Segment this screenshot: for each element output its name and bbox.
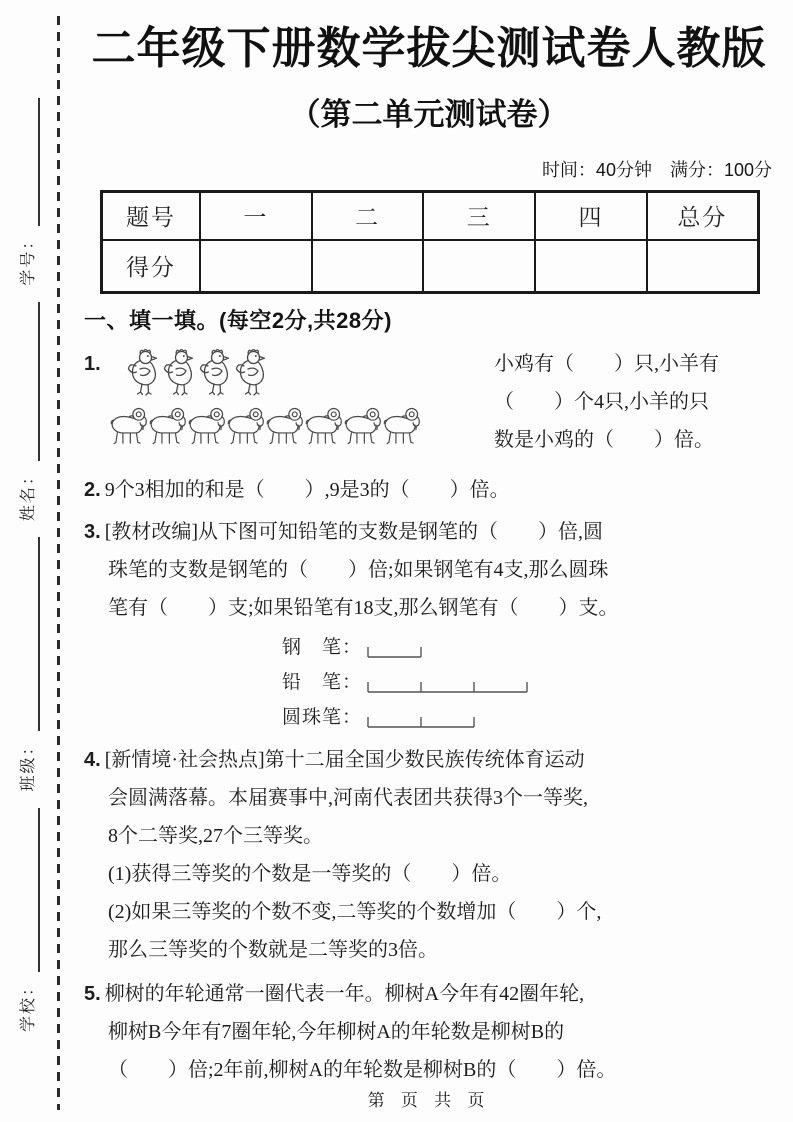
- ram-icon: [226, 401, 265, 450]
- ram-icon: [343, 401, 382, 450]
- student-info-label: 姓名：: [19, 467, 37, 522]
- paper-title: 二年级下册数学拔尖测试卷人教版: [91, 24, 767, 73]
- segment-bar: [366, 678, 529, 694]
- score-empty-cell: [535, 240, 647, 293]
- score-table-header-cell: 三: [423, 191, 535, 240]
- segment-row: [282, 705, 774, 729]
- chicken-icon: [199, 345, 235, 399]
- question-number: 2.: [84, 478, 101, 501]
- question-line: (1)获得三等奖的个数是一等奖的（ ）倍。: [108, 862, 512, 885]
- question-3: [84, 513, 774, 627]
- student-info-blank-line: [38, 808, 40, 972]
- question-line: 珠笔的支数是钢笔的（ ）倍;如果钢笔有4支,那么圆珠: [108, 558, 609, 581]
- sheep-row: [109, 401, 421, 450]
- question-line: 数是小鸡的（ ）倍。: [494, 428, 714, 451]
- score-empty-cell: [647, 240, 759, 293]
- ram-icon: [187, 401, 226, 450]
- question-line: 那么三等奖的个数就是二等奖的3倍。: [108, 938, 438, 961]
- score-label-cell: 得分: [102, 240, 201, 293]
- ram-icon: [304, 401, 343, 450]
- question-line: 会圆满落幕。本届赛事中,河南代表团共获得3个一等奖,: [108, 786, 588, 809]
- score-empty-cell: [423, 240, 535, 293]
- question-line: 柳树B今年有7圈年轮,今年柳树A的年轮数是柳树B的: [108, 1020, 565, 1043]
- question-line: 3. [教材改编]从下图可知铅笔的支数是钢笔的（ ）倍,圆: [84, 520, 604, 543]
- score-table-header-cell: 总分: [647, 191, 759, 240]
- question-1: [84, 345, 774, 459]
- segment-label: 圆珠笔：: [282, 706, 363, 728]
- score-table-header-cell: 四: [535, 191, 647, 240]
- student-info-blank-line: [38, 302, 40, 461]
- chicken-row: [127, 345, 421, 399]
- score-table-header-cell: 题号: [102, 191, 201, 240]
- pen-segment-diagram: [282, 635, 774, 729]
- chicken-icon: [127, 345, 163, 399]
- ram-icon: [382, 401, 421, 450]
- student-info-margin: [8, 82, 44, 1032]
- question-number: 5.: [84, 982, 101, 1005]
- question-5: [84, 975, 774, 1089]
- student-info-label: 学校：: [19, 977, 37, 1032]
- segment-bar: [366, 643, 423, 659]
- question-line: (2)如果三等奖的个数不变,二等奖的个数增加（ ）个,: [108, 900, 602, 923]
- question-line: 5. 柳树的年轮通常一圈代表一年。柳树A今年有42圈年轮,: [84, 982, 585, 1005]
- score-table-header-cell: 一: [200, 191, 312, 240]
- page-footer: 第 页 共 页: [367, 1091, 491, 1110]
- segment-row: [282, 635, 774, 659]
- student-info-label: 班级：: [19, 737, 37, 792]
- ram-icon: [148, 401, 187, 450]
- section-heading: 一、填一填。(每空2分,共28分): [84, 307, 392, 333]
- question-line: 8个二等奖,27个三等奖。: [108, 824, 323, 847]
- paper-content: [84, 16, 774, 1089]
- score-table: [100, 190, 760, 294]
- segment-bar: [366, 713, 476, 729]
- question-line: 笔有（ ）支;如果铅笔有18支,那么钢笔有（ ）支。: [108, 596, 619, 619]
- segment-row: [282, 670, 774, 694]
- binding-dashed-line: [57, 16, 60, 1110]
- chicken-icon: [163, 345, 199, 399]
- question-line: 4. [新情境·社会热点]第十二届全国少数民族传统体育运动: [84, 748, 585, 771]
- score-empty-cell: [200, 240, 312, 293]
- question-line: （ ）个4只,小羊的只: [494, 390, 709, 413]
- question-line: 小鸡有（ ）只,小羊有: [494, 352, 719, 375]
- question-number: 3.: [84, 520, 101, 543]
- segment-label: 钢 笔：: [282, 636, 363, 658]
- question-1-text: [494, 345, 774, 459]
- chicken-icon: [235, 345, 271, 399]
- question-4: [84, 741, 774, 969]
- student-info-blank-line: [38, 98, 40, 226]
- student-info-label: 学号：: [19, 231, 37, 286]
- question-line: 2. 9个3相加的和是（ ）,9是3的（ ）倍。: [84, 478, 510, 501]
- ram-icon: [109, 401, 148, 450]
- student-info-blank-line: [38, 537, 40, 731]
- question-line: （ ）倍;2年前,柳树A的年轮数是柳树B的（ ）倍。: [108, 1058, 617, 1081]
- score-empty-cell: [312, 240, 424, 293]
- paper-subtitle: （第二单元测试卷）: [289, 96, 569, 132]
- time-score-info: 时间：40分钟 满分：100分: [541, 159, 772, 180]
- question-number: 4.: [84, 748, 101, 771]
- score-table-header-cell: 二: [312, 191, 424, 240]
- animal-pictures: [105, 345, 421, 450]
- ram-icon: [265, 401, 304, 450]
- segment-label: 铅 笔：: [282, 671, 363, 693]
- question-2: [84, 471, 774, 509]
- question-number: 1.: [84, 352, 101, 375]
